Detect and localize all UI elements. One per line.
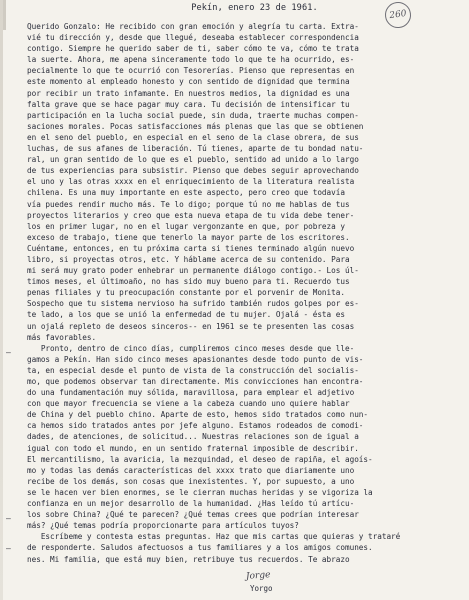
letter-line: igual con todo el mundo, en un sentido fraternal imposible de describir. [27, 443, 359, 453]
letter-line: se le hacen ver bien enormes, se le cierran muchas heridas y se vigoriza la [27, 487, 373, 497]
handwritten-signature: Jorge [245, 570, 271, 582]
margin-mark: — [6, 514, 11, 523]
letter-line: mo, que podemos observar tan directamente. Mis convicciones han encontra- [27, 377, 364, 386]
letter-line: más? ¿Qué temas podría proporcionarte para artículos tuyos? [27, 521, 299, 531]
letter-line: Escríbeme y contesta estas preguntas. Haz que mis cartas que quieras y trataré [27, 532, 401, 542]
letter-line: Pronto, dentro de cinco días, cumpliremos cinco meses desde que lle- [27, 343, 355, 353]
letter-line: participación en la lucha social puede, sin duda, traerte muchas compen- [27, 110, 359, 120]
letter-line: contigo. Siempre he querido saber de ti, saber cómo te va, cómo te trata [27, 44, 359, 54]
letter-line: de China y del pueblo chino. Aparte de esto, hemos sido tratados como nun- [27, 410, 369, 420]
letter-line: en el seno del pueblo, en especial en el seno de la clase obrera, de sus [27, 132, 359, 142]
margin-mark: — [6, 544, 11, 553]
letter-line: el uno y las otras xxxx en el enriquecimiento de la literatura realista [27, 177, 355, 187]
letter-line: de responderte. Saludos afectuosos a tus familiares y a los amigos comunes. [27, 543, 373, 553]
letter-line: Sospecho que tu sistema nervioso ha sufrido también rudos golpes por es- [27, 299, 359, 309]
letter-line: chilena. Es una muy importante en este aspecto, pero creo que todavía [27, 188, 345, 198]
letter-line: te lado, a los que se unió la enfermedad de tu mujer. Ojalá - ésta es [27, 310, 345, 320]
letter-line: un ojalá repleto de deseos sinceros-- en 1961 se te presenten las cosas [27, 321, 355, 331]
letter-line: los sobre China? ¿Qué te parecen? ¿Qué temas crees que podrían interesar [27, 510, 359, 520]
letter-line: exceso de trabajo, tiene que tenerlo la mayor parte de los escritores. [27, 232, 350, 242]
letter-line: luchas, de sus afanes de liberación. Tú tienes, aparte de tu bondad natu- [27, 144, 364, 154]
letter-line: Cuéntame, entonces, en tu próxima carta si tienes terminado algún nuevo [27, 243, 355, 253]
letter-line: con que mayor frecuencia se viene a la cabeza cuando uno quiere hablar [27, 399, 350, 409]
letter-line: proyectos literarios y creo que esta nueva etapa de tu vida debe tener- [27, 210, 355, 220]
letter-line: recibe de los demás, son cosas que inexistentes. Y, por supuesto, a uno [27, 476, 355, 486]
letter-line: dades, de atenciones, de solicitud... Nuestras relaciones son de igual a [27, 432, 359, 442]
letter-line: pecialmente lo que te ocurrió con Tesorerías. Pienso que representas en [27, 66, 355, 76]
letter-line: mi será muy grato poder enhebrar un permanente diálogo contigo.- Los úl- [27, 266, 359, 276]
letter-line: este momento al empleado honesto y con sentido de dignidad que termina [27, 77, 350, 87]
letter-line: libro, si proyectas otros, etc. Y háblame acerca de su contenido. Para [27, 254, 350, 264]
margin-mark: — [6, 348, 11, 357]
letter-line: ral, un gran sentido de lo que es el pueblo, sentido ad unido a lo largo [27, 155, 359, 165]
letter-line: nes. Mi familia, que está muy bien, retribuye tus recuerdos. Te abrazo [27, 554, 350, 564]
letter-line: los en primer lugar, no en el lugar vergonzante en que, por pobreza y [27, 221, 345, 231]
letter-body [27, 21, 463, 565]
letter-line: vié tu dirección y, desde que llegué, deseaba establecer correspondencia [27, 33, 359, 43]
letter-line: ta, en especial desde el punto de vista de la construcción del socialis- [27, 365, 359, 375]
letter-line: El mercantilismo, la avaricia, la mezquindad, el deseo de rapiña, el agoís- [27, 454, 373, 464]
letter-line: la suerte. Ahora, me apena sinceramente todo lo que te ha ocurrido, es- [27, 55, 355, 65]
letter-line: mo y todas las demás características del xxxx trato que diariamente uno [27, 465, 355, 475]
letter-line: vía puedes rendir mucho más. Te lo digo; porque tú no me hablas de tus [27, 199, 350, 209]
letter-line: penas filiales y tu preocupación constante por el porvenir de Monita. [27, 288, 345, 298]
letter-line: gamos a Pekín. Han sido cinco meses apasionantes desde todo punto de vis- [27, 354, 364, 364]
typed-signature: Yorgo [250, 584, 273, 593]
letter-line: de tus experiencias para subsistir. Pienso que debes seguir aprovechando [27, 166, 359, 176]
letter-line: ca hemos sido tratados antes por jefe alguno. Estamos rodeados de comodi- [27, 421, 364, 431]
letter-line: saciones morales. Pocas satisfacciones más plenas que las que se obtienen [27, 121, 364, 131]
letter-line: do una fundamentación muy sólida, maravillosa, para emplear el adjetivo [27, 388, 355, 398]
letter-line: Querido Gonzalo: He recibido con gran emoción y alegría tu carta. Extra- [27, 22, 359, 31]
letter-line: por recibir un trato infamante. En nuestros medios, la dignidad es una [27, 88, 350, 98]
letter-line: falta grave que se hace pagar muy cara. Tu decisión de intensificar tu [27, 99, 350, 109]
folio-stamp: 260 [383, 0, 412, 29]
letter-line: timos meses, el últimoaño, no has sido muy bueno para ti. Recuerdo tus [27, 277, 350, 287]
letter-date: Pekín, enero 23 de 1961. [191, 3, 318, 13]
page-edge [0, 0, 3, 600]
letter-line: confianza en un mejor desarrollo de la humanidad. ¿Has leído tú artícu- [27, 499, 355, 509]
letter-line: más favorables. [27, 332, 97, 342]
